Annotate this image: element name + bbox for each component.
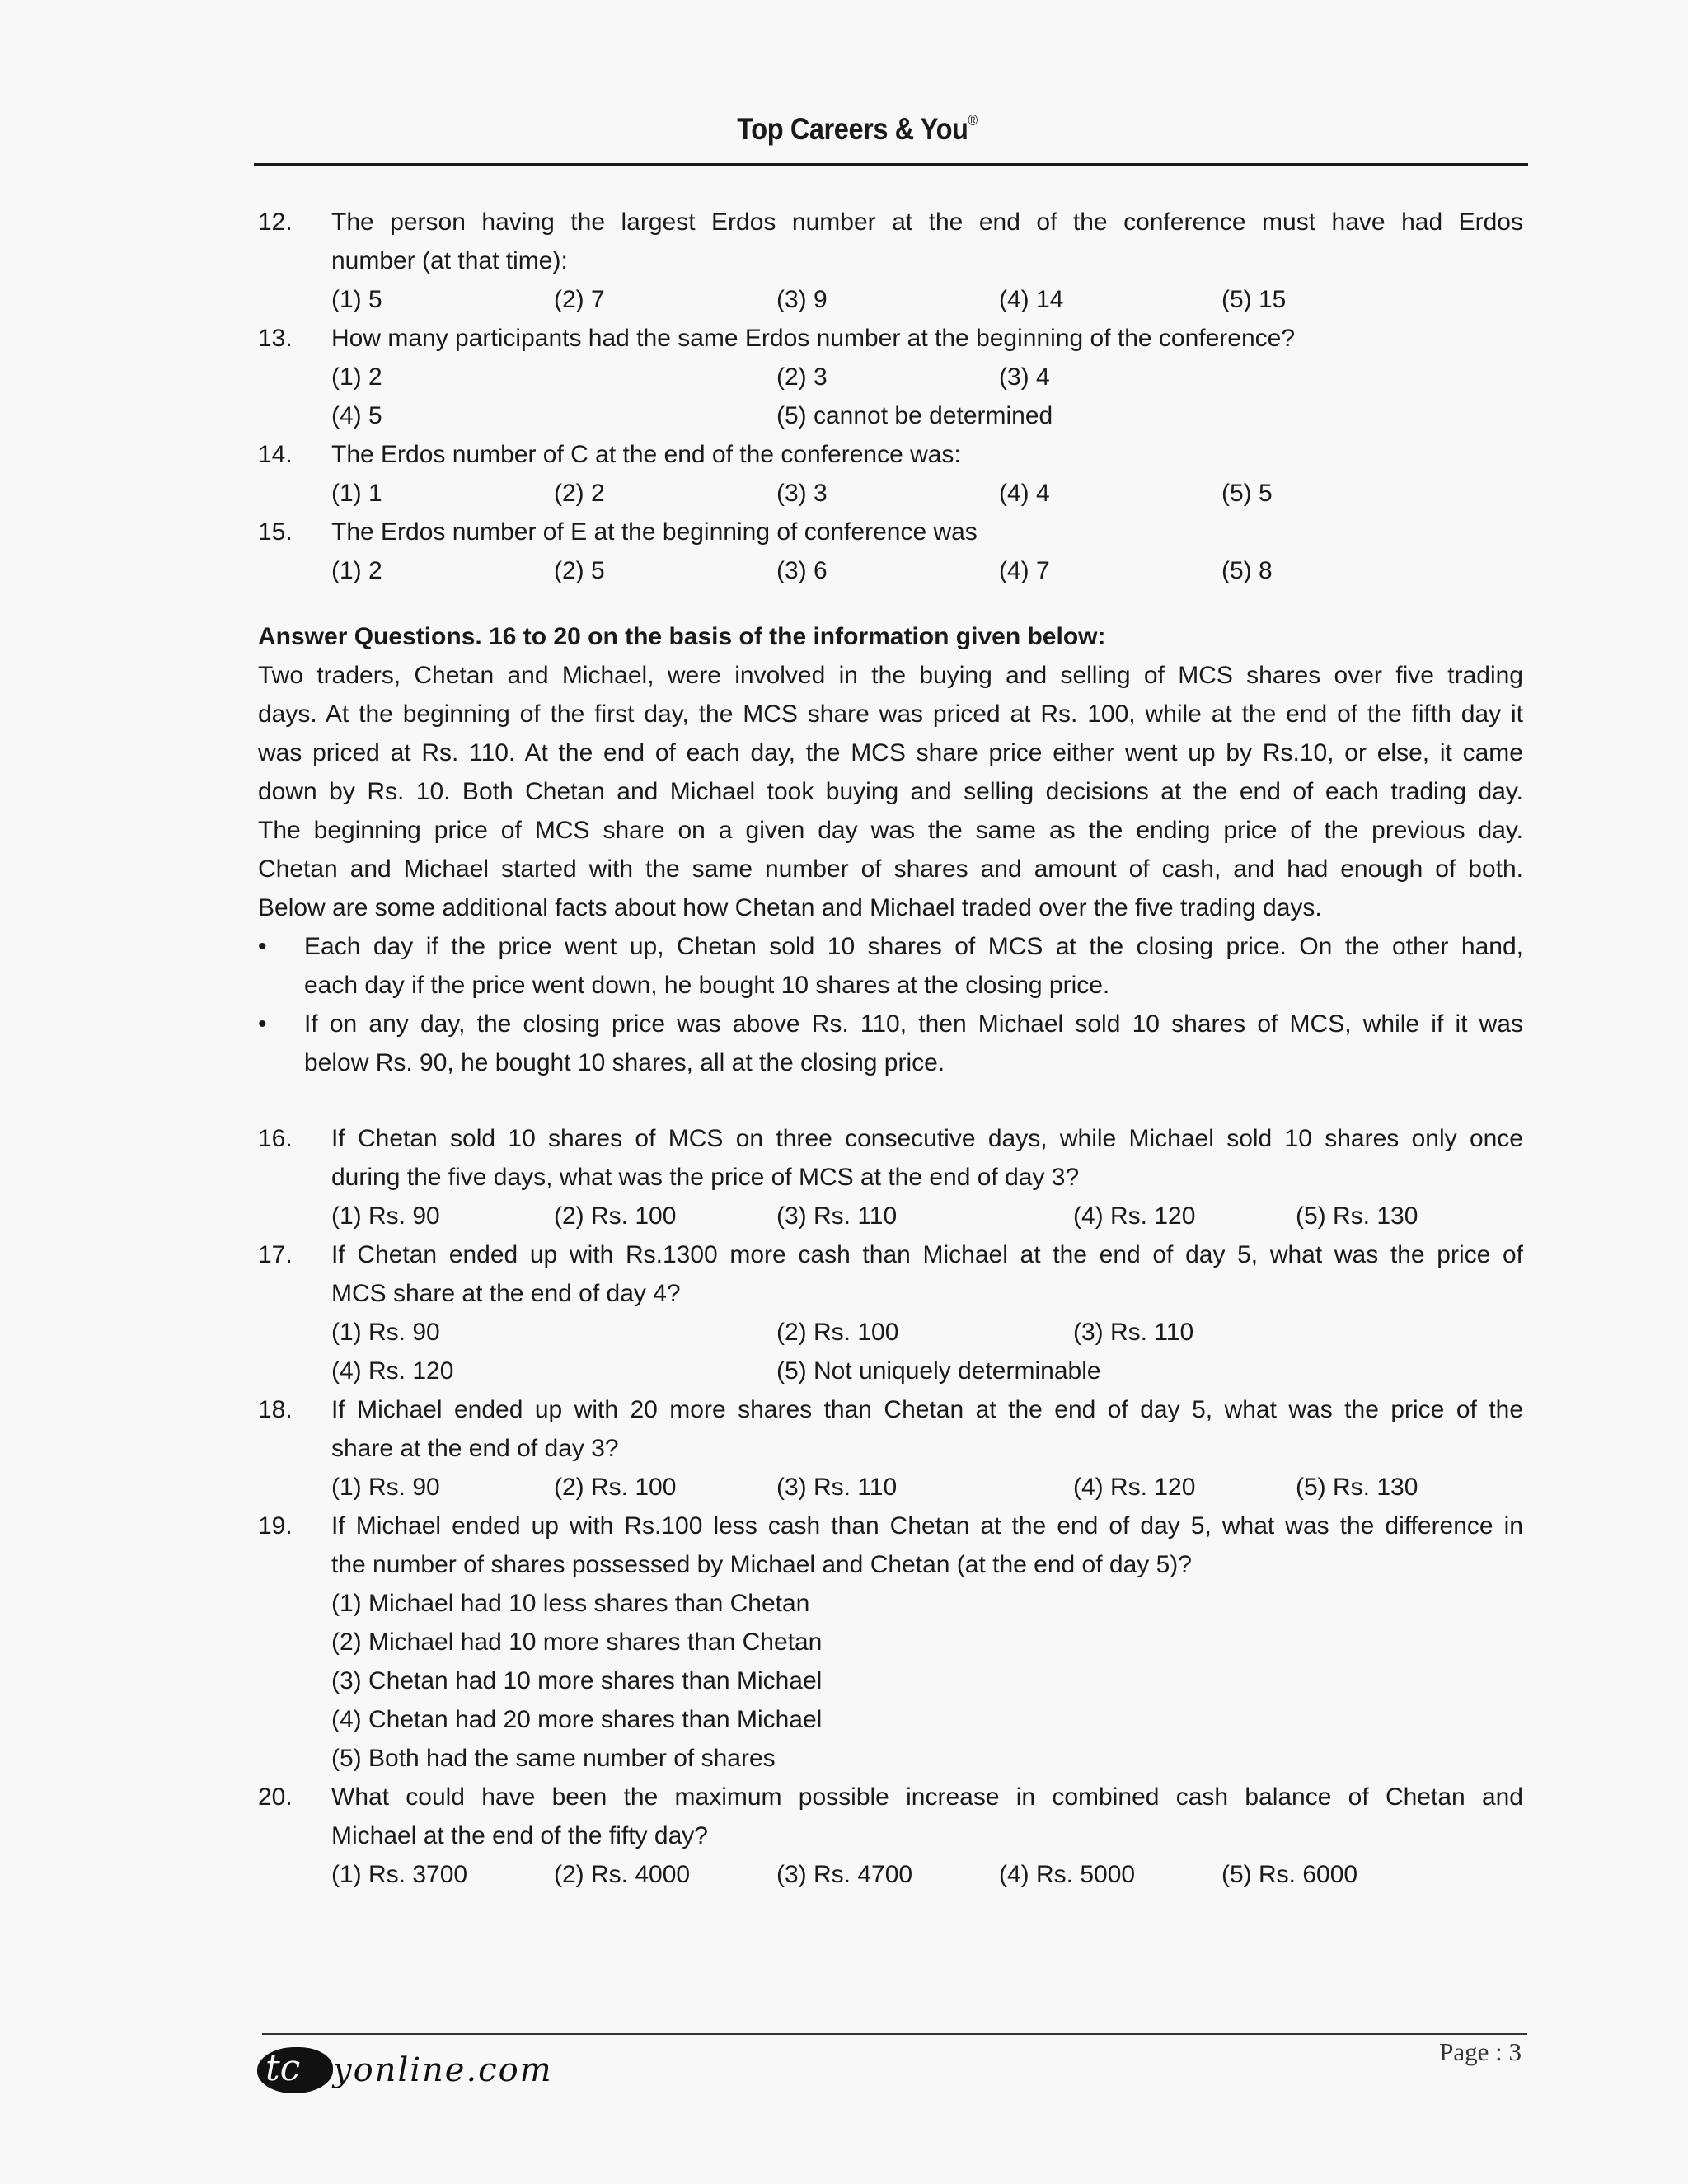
options-row [258,358,1523,396]
passage [258,617,1523,1082]
question-text: If Chetan sold 10 shares of MCS on three consecutive days, while Michael sold 10 shares only once [331,1125,1523,1152]
content [258,203,1523,1894]
passage-line: The beginning price of MCS share on a given day was the same as the ending price of the previous day. [258,817,1523,844]
bullet-icon: • [258,1010,267,1038]
question-text: If Michael ended up with 20 more shares than Chetan at the end of day 5, what was the price of the [331,1396,1523,1423]
option: (5) 8 [1221,557,1273,584]
options-row [258,551,1523,590]
option: (1) Rs. 90 [331,1319,440,1346]
option: (1) Michael had 10 less shares than Chetan [331,1590,810,1617]
option: (4) Rs. 120 [1073,1474,1196,1501]
option: (2) Rs. 4000 [554,1861,691,1888]
option: (2) 5 [554,557,605,584]
bullet-text: If on any day, the closing price was above Rs. 110, then Michael sold 10 shares of MCS, while if it was [304,1010,1523,1038]
option: (5) 15 [1221,286,1287,313]
option: (4) Rs. 120 [331,1357,454,1385]
passage-line: was priced at Rs. 110. At the end of each day, the MCS share price either went up by Rs.10, or else, it came [258,739,1523,766]
option: (4) Rs. 5000 [999,1861,1136,1888]
option: (1) Rs. 3700 [331,1861,468,1888]
option: (3) 6 [776,557,828,584]
question-20 [258,1778,1523,1894]
option: (5) cannot be determined [776,402,1053,429]
option: (2) 2 [554,480,605,507]
option: (2) 7 [554,286,605,313]
options-row [258,1313,1523,1352]
question-text: The Erdos number of C at the end of the conference was: [331,441,961,468]
option: (1) 5 [331,286,382,313]
question-19 [258,1507,1523,1778]
bullet-text: Each day if the price went up, Chetan sold 10 shares of MCS at the closing price. On the other hand, [304,933,1523,960]
options-row [258,1855,1523,1894]
option: (2) Rs. 100 [776,1319,899,1346]
question-text: The Erdos number of E at the beginning of conference was [331,518,978,546]
options-row [258,1352,1523,1390]
option: (3) 9 [776,286,828,313]
logo-rest-text: yonline.com [333,2051,553,2089]
question-number: 15. [258,518,293,546]
question-number: 20. [258,1783,293,1811]
passage-heading: Answer Questions. 16 to 20 on the basis of the information given below: [258,623,1106,650]
page-number: Page : 3 [1439,2037,1522,2066]
option: (3) Chetan had 10 more shares than Michael [331,1667,823,1694]
bullet-text: below Rs. 90, he bought 10 shares, all at the closing price. [304,1049,945,1076]
options-row [258,396,1523,435]
question-text: If Chetan ended up with Rs.1300 more cash than Michael at the end of day 5, what was the price of [331,1241,1523,1268]
header-title: Top Careers & You® [737,111,978,146]
question-text: number (at that time): [331,247,568,274]
passage-line: Below are some additional facts about how Chetan and Michael traded over the five trading days. [258,894,1322,921]
option: (5) Rs. 6000 [1221,1861,1358,1888]
question-17 [258,1235,1523,1390]
options-row [258,1197,1523,1235]
option: (4) 5 [331,402,382,429]
option: (5) Rs. 130 [1296,1202,1418,1230]
option: (5) Both had the same number of shares [331,1745,776,1772]
option: (4) 14 [999,286,1064,313]
option: (2) Rs. 100 [554,1474,677,1501]
question-number: 13. [258,325,293,352]
question-13 [258,319,1523,435]
question-number: 12. [258,209,293,236]
options-row [258,1468,1523,1507]
question-number: 17. [258,1241,293,1268]
option: (4) Chetan had 20 more shares than Michael [331,1706,823,1733]
question-14 [258,435,1523,513]
question-text: If Michael ended up with Rs.100 less cash than Chetan at the end of day 5, what was the difference in [331,1512,1523,1540]
question-text: during the five days, what was the price of MCS at the end of day 3? [331,1164,1080,1191]
header-rule [254,163,1528,166]
option: (1) 2 [331,363,382,391]
option: (1) 2 [331,557,382,584]
logo-tc-text: tc [265,2047,301,2089]
question-12 [258,203,1523,319]
option: (1) Rs. 90 [331,1202,440,1230]
passage-line: days. At the beginning of the first day, the MCS share was priced at Rs. 100, while at the end of the fifth day it [258,701,1523,728]
question-text: share at the end of day 3? [331,1435,619,1462]
option: (4) 4 [999,480,1050,507]
question-number: 14. [258,441,293,468]
option: (4) Rs. 120 [1073,1202,1196,1230]
question-text: MCS share at the end of day 4? [331,1280,681,1307]
footer-rule [262,2033,1527,2035]
question-number: 19. [258,1512,293,1540]
passage-line: Chetan and Michael started with the same number of shares and amount of cash, and had enough of both. [258,855,1523,883]
question-16 [258,1119,1523,1235]
bullet-item [258,1005,1523,1082]
question-15 [258,513,1523,590]
option: (4) 7 [999,557,1050,584]
option: (3) Rs. 110 [776,1202,898,1230]
question-number: 16. [258,1125,293,1152]
option: (2) Michael had 10 more shares than Chetan [331,1629,823,1656]
bullet-text: each day if the price went down, he bought 10 shares at the closing price. [304,972,1110,999]
option: (1) 1 [331,480,382,507]
question-number: 18. [258,1396,293,1423]
bullet-item [258,927,1523,1005]
question-18 [258,1390,1523,1507]
option: (5) Rs. 130 [1296,1474,1418,1501]
option: (2) Rs. 100 [554,1202,677,1230]
tcyonline-logo [257,2039,554,2097]
question-text: How many participants had the same Erdos number at the beginning of the conference? [331,325,1296,352]
bullet-icon: • [258,933,267,960]
option: (3) Rs. 4700 [776,1861,913,1888]
question-text: What could have been the maximum possible increase in combined cash balance of Chetan and [331,1783,1523,1811]
passage-line: Two traders, Chetan and Michael, were involved in the buying and selling of MCS shares over five trading [258,662,1523,689]
options-row [258,280,1523,319]
option: (3) 4 [999,363,1050,391]
option: (5) 5 [1221,480,1273,507]
question-text: Michael at the end of the fifty day? [331,1822,708,1849]
option: (3) 3 [776,480,828,507]
option: (3) Rs. 110 [776,1474,898,1501]
options-row [258,474,1523,513]
question-text: The person having the largest Erdos number at the end of the conference must have had Erdos [331,209,1523,236]
passage-line: down by Rs. 10. Both Chetan and Michael took buying and selling decisions at the end of each trading day. [258,778,1523,805]
option: (2) 3 [776,363,828,391]
option: (3) Rs. 110 [1073,1319,1194,1346]
question-text: the number of shares possessed by Michael and Chetan (at the end of day 5)? [331,1551,1192,1578]
option: (1) Rs. 90 [331,1474,440,1501]
option: (5) Not uniquely determinable [776,1357,1101,1385]
